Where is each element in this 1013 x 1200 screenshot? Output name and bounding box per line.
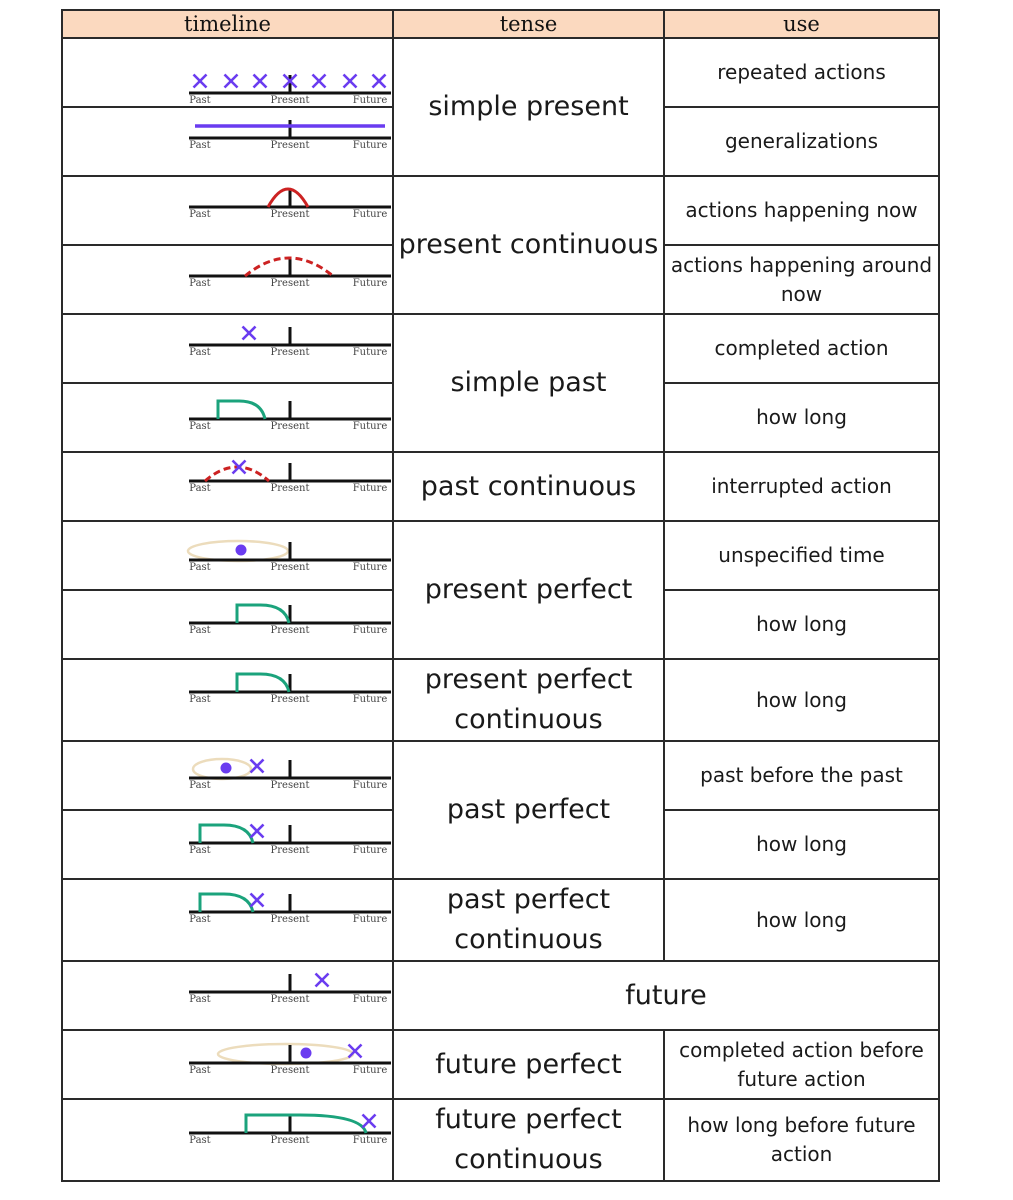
timeline-cell xyxy=(62,1099,393,1181)
present-label: Present xyxy=(270,994,310,1005)
header-row xyxy=(62,10,939,38)
tense-cell: present perfect xyxy=(393,521,664,659)
past-label: Past xyxy=(189,780,211,791)
future-label: Future xyxy=(352,780,388,791)
timeline-diagram xyxy=(63,742,394,811)
table-row xyxy=(62,1099,939,1181)
past-label: Past xyxy=(189,1135,211,1146)
timeline-cell xyxy=(62,590,393,659)
future-label: Future xyxy=(352,562,388,573)
past-label: Past xyxy=(189,421,211,432)
timeline-diagram xyxy=(63,811,394,880)
tense-cell: future perfect xyxy=(393,1030,664,1099)
present-label: Present xyxy=(270,421,310,432)
use-cell: unspecified time xyxy=(664,521,939,590)
use-cell: completed action xyxy=(664,314,939,383)
tense-cell: simple past xyxy=(393,314,664,452)
past-label: Past xyxy=(189,278,211,289)
timeline-cell xyxy=(62,452,393,521)
timeline-cell xyxy=(62,176,393,245)
range-ellipse xyxy=(218,1044,353,1064)
timeline-diagram xyxy=(63,522,394,591)
tense-cell: past perfect continuous xyxy=(393,879,664,961)
duration-bracket xyxy=(200,825,253,843)
timeline-diagram xyxy=(63,660,394,742)
tense-cell: present perfect continuous xyxy=(393,659,664,741)
timeline-diagram xyxy=(63,880,394,962)
event-x-mark xyxy=(243,327,256,340)
timeline-cell xyxy=(62,1030,393,1099)
present-label: Present xyxy=(270,95,310,106)
duration-bracket xyxy=(246,1115,366,1133)
table-row xyxy=(62,176,939,245)
timeline-diagram xyxy=(63,1100,394,1182)
tense-cell: present continuous xyxy=(393,176,664,314)
timeline-cell xyxy=(62,741,393,810)
future-label: Future xyxy=(352,845,388,856)
timeline-cell xyxy=(62,961,393,1030)
use-cell: how long before future action xyxy=(664,1099,939,1181)
use-cell: how long xyxy=(664,590,939,659)
past-label: Past xyxy=(189,347,211,358)
table-row xyxy=(62,314,939,383)
present-label: Present xyxy=(270,140,310,151)
timeline-cell xyxy=(62,314,393,383)
event-x-mark xyxy=(363,1115,376,1128)
past-label: Past xyxy=(189,140,211,151)
duration-bracket xyxy=(218,401,265,419)
tense-cell: past perfect xyxy=(393,741,664,879)
point-dot xyxy=(221,763,232,774)
future-label: Future xyxy=(352,483,388,494)
present-label: Present xyxy=(270,694,310,705)
use-cell: past before the past xyxy=(664,741,939,810)
use-cell: generalizations xyxy=(664,107,939,176)
event-x-mark xyxy=(194,75,207,88)
event-x-mark xyxy=(313,75,326,88)
past-label: Past xyxy=(189,914,211,925)
timeline-diagram xyxy=(63,384,394,453)
timeline-diagram xyxy=(63,246,394,315)
header-use: use xyxy=(664,10,939,38)
timeline-cell xyxy=(62,810,393,879)
timeline-diagram xyxy=(63,962,394,1031)
present-label: Present xyxy=(270,562,310,573)
table-row xyxy=(62,659,939,741)
future-label: Future xyxy=(352,347,388,358)
table-row xyxy=(62,879,939,961)
table-row xyxy=(62,452,939,521)
event-x-mark xyxy=(254,75,267,88)
future-label: Future xyxy=(352,1065,388,1076)
future-label: Future xyxy=(352,994,388,1005)
past-label: Past xyxy=(189,694,211,705)
table-row xyxy=(62,1030,939,1099)
present-label: Present xyxy=(270,780,310,791)
table-row xyxy=(62,521,939,590)
duration-bracket xyxy=(237,605,289,623)
timeline-diagram xyxy=(63,315,394,384)
timeline-cell xyxy=(62,383,393,452)
timeline-diagram xyxy=(63,108,394,177)
point-dot xyxy=(301,1048,312,1059)
timeline-cell xyxy=(62,107,393,176)
future-label: Future xyxy=(352,625,388,636)
past-label: Past xyxy=(189,95,211,106)
future-label: Future xyxy=(352,694,388,705)
tense-cell: future perfect continuous xyxy=(393,1099,664,1181)
present-label: Present xyxy=(270,1135,310,1146)
table-row xyxy=(62,38,939,107)
timeline-cell xyxy=(62,521,393,590)
timeline-diagram xyxy=(63,177,394,246)
timeline-diagram xyxy=(63,591,394,660)
duration-arc xyxy=(268,189,308,207)
tense-cell: simple present xyxy=(393,38,664,176)
timeline-cell xyxy=(62,659,393,741)
use-cell: how long xyxy=(664,659,939,741)
timeline-cell xyxy=(62,245,393,314)
future-label: Future xyxy=(352,278,388,289)
timeline-diagram xyxy=(63,39,394,108)
past-label: Past xyxy=(189,1065,211,1076)
future-label: Future xyxy=(352,95,388,106)
point-dot xyxy=(236,545,247,556)
table-row xyxy=(62,741,939,810)
use-cell: completed action before future action xyxy=(664,1030,939,1099)
timeline-diagram xyxy=(63,1031,394,1100)
timeline-diagram xyxy=(63,453,394,522)
event-x-mark xyxy=(316,974,329,987)
use-cell: interrupted action xyxy=(664,452,939,521)
future-label: Future xyxy=(352,421,388,432)
tenses-table xyxy=(61,9,940,1182)
tense-cell: future xyxy=(393,961,939,1030)
past-label: Past xyxy=(189,625,211,636)
present-label: Present xyxy=(270,483,310,494)
present-label: Present xyxy=(270,625,310,636)
event-x-mark xyxy=(251,825,264,838)
past-label: Past xyxy=(189,209,211,220)
past-label: Past xyxy=(189,845,211,856)
future-label: Future xyxy=(352,140,388,151)
future-label: Future xyxy=(352,209,388,220)
use-cell: repeated actions xyxy=(664,38,939,107)
tense-cell: past continuous xyxy=(393,452,664,521)
event-x-mark xyxy=(344,75,357,88)
event-x-mark xyxy=(225,75,238,88)
use-cell: actions happening around now xyxy=(664,245,939,314)
present-label: Present xyxy=(270,914,310,925)
event-x-mark xyxy=(251,760,264,773)
present-label: Present xyxy=(270,278,310,289)
timeline-cell xyxy=(62,879,393,961)
duration-bracket xyxy=(237,674,289,692)
table-row xyxy=(62,961,939,1030)
use-cell: how long xyxy=(664,383,939,452)
past-label: Past xyxy=(189,562,211,573)
present-label: Present xyxy=(270,1065,310,1076)
past-label: Past xyxy=(189,483,211,494)
future-label: Future xyxy=(352,1135,388,1146)
use-cell: how long xyxy=(664,879,939,961)
event-x-mark xyxy=(373,75,386,88)
duration-bracket xyxy=(200,894,253,912)
timeline-cell xyxy=(62,38,393,107)
future-label: Future xyxy=(352,914,388,925)
header-timeline: timeline xyxy=(62,10,393,38)
event-x-mark xyxy=(251,894,264,907)
past-label: Past xyxy=(189,994,211,1005)
present-label: Present xyxy=(270,209,310,220)
present-label: Present xyxy=(270,347,310,358)
use-cell: how long xyxy=(664,810,939,879)
use-cell: actions happening now xyxy=(664,176,939,245)
header-tense: tense xyxy=(393,10,664,38)
present-label: Present xyxy=(270,845,310,856)
